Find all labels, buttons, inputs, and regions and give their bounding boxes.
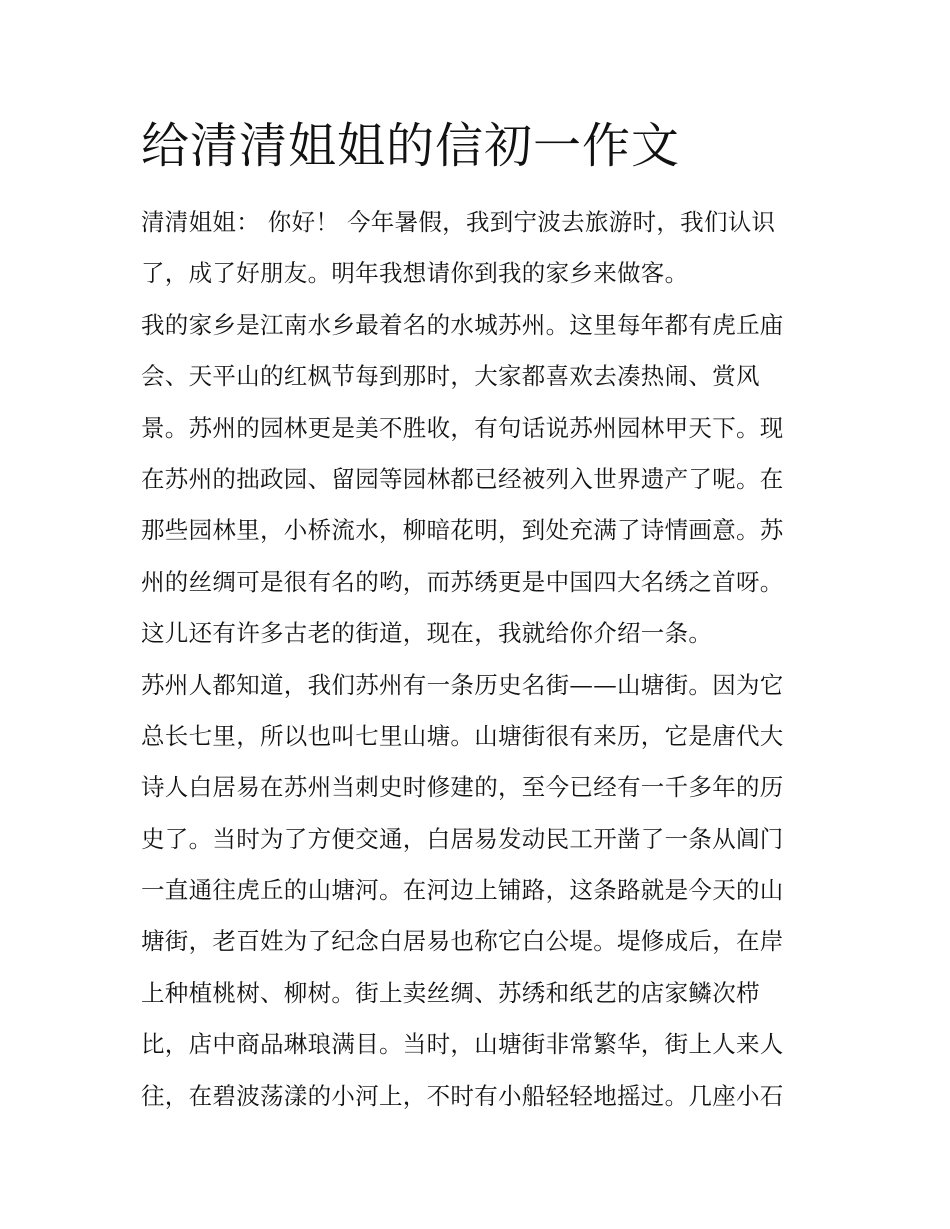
- text-line: 州的丝绸可是很有名的哟，而苏绣更是中国四大名绣之首呀。: [141, 567, 784, 596]
- text-line: 往，在碧波荡漾的小河上，不时有小船轻轻地摇过。几座小石: [141, 1081, 784, 1110]
- text-line: 在苏州的拙政园、留园等园林都已经被列入世界遗产了呢。在: [141, 464, 784, 493]
- text-line: 史了。当时为了方便交通，白居易发动民工开凿了一条从阊门: [141, 824, 784, 853]
- text-line: 这儿还有许多古老的街道，现在，我就给你介绍一条。: [141, 619, 713, 648]
- text-line: 上种植桃树、柳树。街上卖丝绸、苏绣和纸艺的店家鳞次栉: [141, 978, 760, 1007]
- text-line: 景。苏州的园林更是美不胜收，有句话说苏州园林甲天下。现: [141, 413, 784, 442]
- text-line: 了，成了好朋友。明年我想请你到我的家乡来做客。: [141, 259, 689, 288]
- text-line: 一直通往虎丘的山塘河。在河边上铺路，这条路就是今天的山: [141, 876, 784, 905]
- text-line: 苏州人都知道，我们苏州有一条历史名街——山塘街。因为它: [141, 670, 784, 699]
- text-line: 我的家乡是江南水乡最着名的水城苏州。这里每年都有虎丘庙: [141, 310, 784, 339]
- letter-body: [141, 197, 817, 1122]
- text-line: 那些园林里，小桥流水，柳暗花明，到处充满了诗情画意。苏: [141, 516, 784, 545]
- text-line: 清清姐姐： 你好！ 今年暑假，我到宁波去旅游时，我们认识: [141, 208, 776, 236]
- text-line: 总长七里，所以也叫七里山塘。山塘街很有来历，它是唐代大: [141, 721, 784, 750]
- document-title: 给清清姐姐的信初一作文: [141, 118, 681, 174]
- text-line: 诗人白居易在苏州当刺史时修建的，至今已经有一千多年的历: [141, 773, 784, 802]
- text-line: 塘街，老百姓为了纪念白居易也称它白公堤。堤修成后，在岸: [141, 927, 784, 956]
- text-line: 比，店中商品琳琅满目。当时，山塘街非常繁华，街上人来人: [141, 1030, 784, 1059]
- text-line: 会、天平山的红枫节每到那时，大家都喜欢去凑热闹、赏风: [141, 362, 760, 391]
